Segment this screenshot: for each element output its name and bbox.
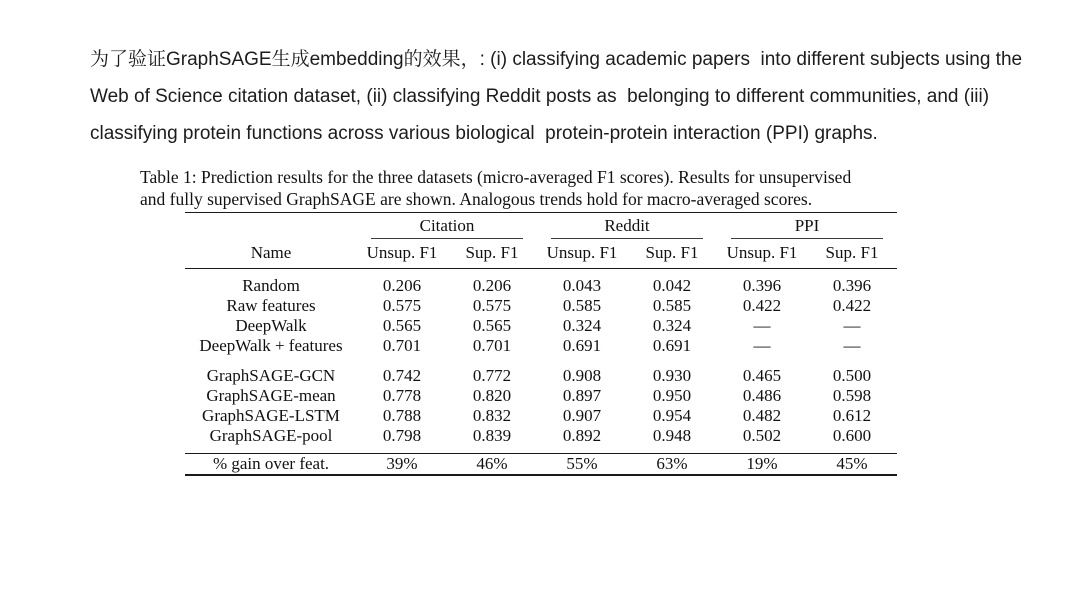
caption-line-2: and fully supervised GraphSAGE are shown. Analogous trends hold for macro-averaged scores. <box>140 188 813 209</box>
cell-value: 0.575 <box>472 296 512 315</box>
row-name: GraphSAGE-pool <box>185 426 357 454</box>
cell-value: 0.500 <box>832 366 872 385</box>
cell-value-best: 0.954 <box>652 406 692 425</box>
gain-value: 45% <box>836 454 868 473</box>
cell-value: 0.832 <box>472 406 512 425</box>
cell-value: 0.575 <box>382 296 422 315</box>
cell-value: 0.598 <box>832 386 872 405</box>
paragraph-line-2: Web of Science citation dataset, (ii) classifying Reddit posts as belonging to different communities, and (iii) <box>90 86 990 107</box>
cell-value: 0.422 <box>832 296 872 315</box>
cell-value-best: 0.502 <box>717 426 807 454</box>
column-header-row <box>185 239 897 269</box>
group-header-reddit <box>537 213 717 240</box>
group-label-citation: Citation <box>371 216 523 239</box>
table-row-deepwalk-features <box>185 336 897 356</box>
gain-value: 55% <box>566 454 598 473</box>
cell-value: 0.585 <box>562 296 602 315</box>
cell-value: 0.482 <box>742 406 782 425</box>
table-row-graphsage-lstm <box>185 406 897 426</box>
caption-line-1: Table 1: Prediction results for the three datasets (micro-averaged F1 scores). Results for unsupervised <box>140 167 852 187</box>
group-header-row <box>185 213 897 240</box>
group-label-reddit: Reddit <box>551 216 703 239</box>
cell-value: 0.465 <box>742 366 782 385</box>
cell-value: 0.486 <box>742 386 782 405</box>
column-header-reddit-sup: Sup. F1 <box>627 239 717 269</box>
paragraph-line-3: classifying protein functions across various biological protein-protein interaction (PPI) graphs. <box>90 123 878 144</box>
table-row-random <box>185 269 897 297</box>
row-name: DeepWalk + features <box>199 336 343 355</box>
cell-value: 0.042 <box>652 276 692 295</box>
group-label-ppi: PPI <box>731 216 883 239</box>
gain-value: 63% <box>656 454 688 473</box>
table-row-deepwalk <box>185 316 897 336</box>
column-header-citation-sup: Sup. F1 <box>447 239 537 269</box>
column-header-name: Name <box>185 239 357 269</box>
gain-row-label: % gain over feat. <box>212 454 330 473</box>
cell-value: 0.778 <box>382 386 422 405</box>
cell-value: 0.701 <box>472 336 512 355</box>
group-header-spacer <box>185 213 357 240</box>
table-caption <box>140 167 940 210</box>
column-header-ppi-sup: Sup. F1 <box>807 239 897 269</box>
row-name: GraphSAGE-mean <box>206 386 336 405</box>
cell-value-best: 0.839 <box>447 426 537 454</box>
cell-value: 0.206 <box>472 276 512 295</box>
table-row-graphsage-mean <box>185 386 897 406</box>
cell-value: 0.820 <box>472 386 512 405</box>
row-name: GraphSAGE-GCN <box>206 366 336 385</box>
table-row-raw-features <box>185 296 897 316</box>
gain-value: 19% <box>746 454 778 473</box>
cell-value: 0.600 <box>807 426 897 454</box>
results-table <box>185 212 897 476</box>
gain-row <box>185 454 897 476</box>
cell-value: 0.691 <box>562 336 602 355</box>
cell-value: 0.897 <box>562 386 602 405</box>
cell-value: 0.701 <box>382 336 422 355</box>
column-header-reddit-unsup: Unsup. F1 <box>537 239 627 269</box>
intro-paragraph <box>90 41 1030 152</box>
table-row-graphsage-gcn <box>185 356 897 386</box>
gain-value: 46% <box>476 454 508 473</box>
cell-value: 0.324 <box>652 316 692 335</box>
row-name: Random <box>242 276 300 295</box>
cell-value: — <box>843 336 861 355</box>
cell-value: — <box>753 336 771 355</box>
cell-value: 0.396 <box>832 276 872 295</box>
cell-value: 0.772 <box>472 366 512 385</box>
row-name: Raw features <box>226 296 316 315</box>
cell-value-best: 0.798 <box>357 426 447 454</box>
group-header-ppi <box>717 213 897 240</box>
cell-value: 0.892 <box>537 426 627 454</box>
row-name: DeepWalk <box>235 316 307 335</box>
column-header-ppi-unsup: Unsup. F1 <box>717 239 807 269</box>
cell-value: 0.043 <box>562 276 602 295</box>
cell-value-best: 0.907 <box>562 406 602 425</box>
cell-value: 0.396 <box>742 276 782 295</box>
cell-value: 0.565 <box>382 316 422 335</box>
cell-value: 0.585 <box>652 296 692 315</box>
cell-value: — <box>753 316 771 335</box>
cell-value: 0.948 <box>627 426 717 454</box>
table-row-graphsage-pool <box>185 426 897 454</box>
gain-value: 39% <box>386 454 418 473</box>
cell-value: 0.422 <box>742 296 782 315</box>
cell-value: 0.206 <box>382 276 422 295</box>
column-header-citation-unsup: Unsup. F1 <box>357 239 447 269</box>
cell-value: 0.324 <box>562 316 602 335</box>
cell-value: 0.742 <box>382 366 422 385</box>
row-name: GraphSAGE-LSTM <box>202 406 340 425</box>
cell-value-best: 0.908 <box>562 366 602 385</box>
cell-value: 0.691 <box>652 336 692 355</box>
group-header-citation <box>357 213 537 240</box>
cell-value: — <box>843 316 861 335</box>
cell-value: 0.930 <box>652 366 692 385</box>
cell-value: 0.565 <box>472 316 512 335</box>
paragraph-line-1: 为了验证GraphSAGE生成embedding的效果，: (i) classifying academic papers into different subjects using the <box>90 49 1023 70</box>
cell-value: 0.788 <box>382 406 422 425</box>
cell-value: 0.950 <box>652 386 692 405</box>
cell-value-best: 0.612 <box>832 406 872 425</box>
